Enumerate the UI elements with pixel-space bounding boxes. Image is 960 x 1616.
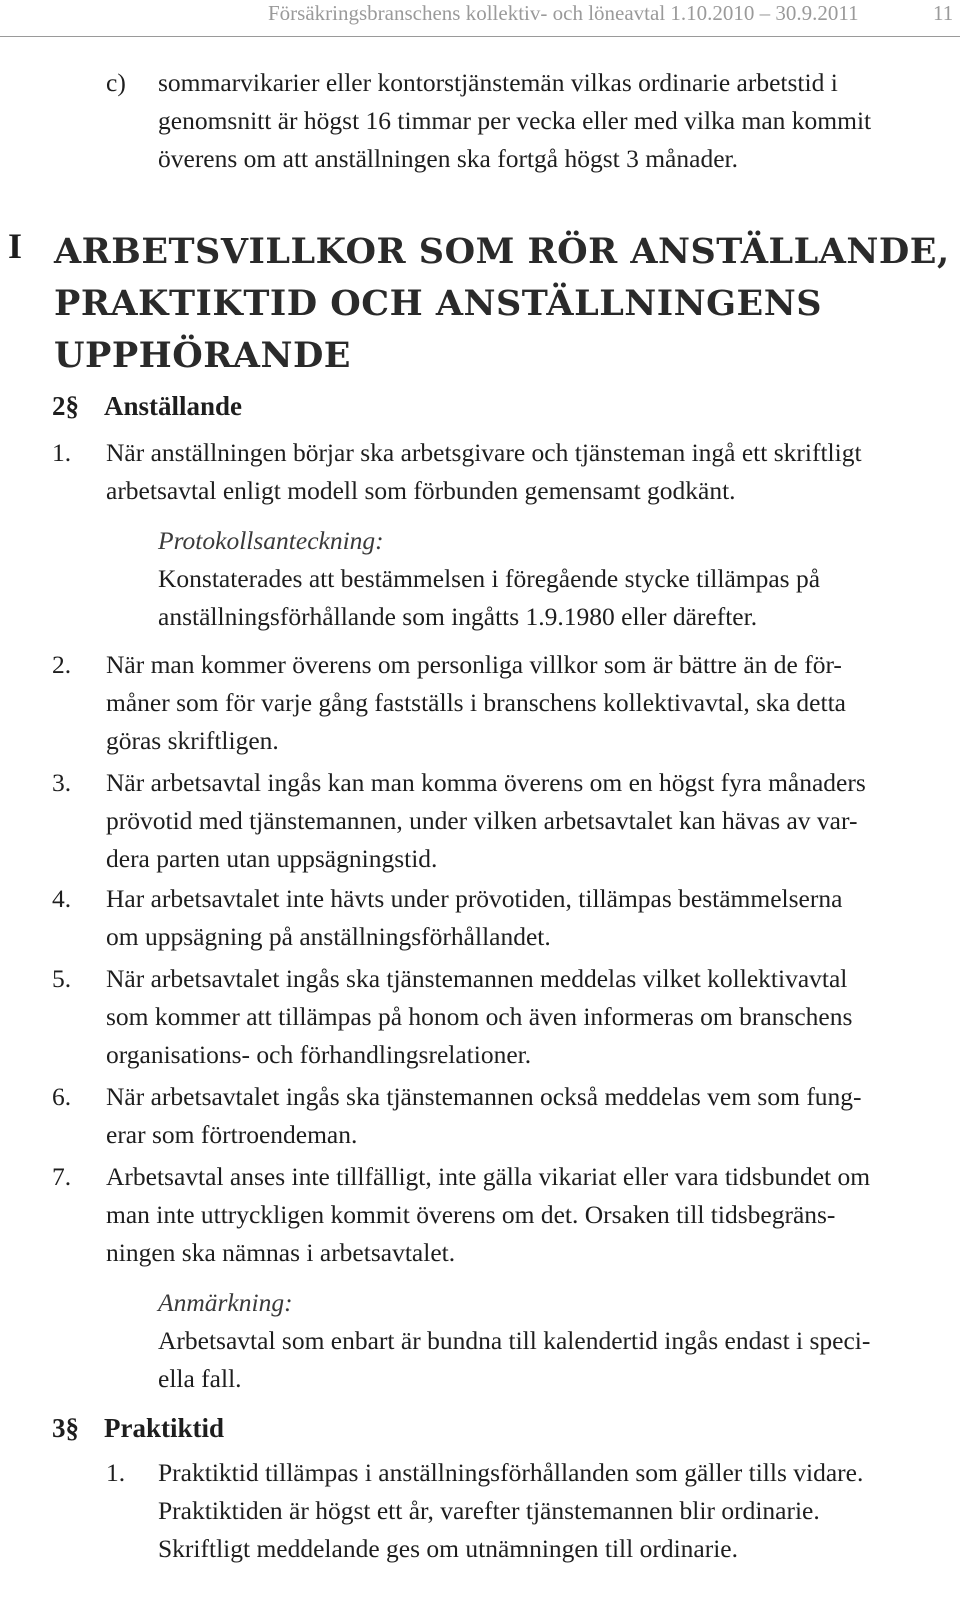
header-title: Försäkringsbranschens kollektiv- och löneavtal 1.10.2010 – 30.9.2011 [268, 1, 859, 25]
chapter-number: I [8, 226, 23, 266]
page-number: 11 [933, 1, 954, 25]
list-marker: c) [106, 68, 126, 97]
list-marker: 5. [52, 964, 72, 993]
text-line: måner som för varje gång fastställs i branschens kollektivavtal, ska detta [106, 688, 846, 717]
note-label: Anmärkning: [158, 1288, 293, 1317]
list-item [106, 960, 852, 1074]
protocol-note [158, 522, 820, 636]
text-line: När arbetsavtal ingås kan man komma överens om en högst fyra månaders [106, 768, 866, 797]
list-item [106, 1158, 870, 1272]
chapter-heading-line: UPPHÖRANDE [54, 335, 351, 376]
list-item [106, 646, 846, 760]
list-item-c [158, 64, 871, 178]
section-number: 3§ [52, 1413, 79, 1443]
text-line: anställningsförhållande som ingåtts 1.9.1980 eller därefter. [158, 602, 758, 631]
list-item [106, 764, 866, 878]
text-line: man inte uttryckligen kommit överens om det. Orsaken till tidsbegräns- [106, 1200, 836, 1229]
text-line: erar som förtroendeman. [106, 1120, 358, 1149]
remark-note [158, 1284, 870, 1398]
section-title: Anställande [104, 391, 243, 421]
text-line: Praktiktiden är högst ett år, varefter tjänstemannen blir ordinarie. [158, 1496, 820, 1525]
text-line: ella fall. [158, 1364, 242, 1393]
list-item [106, 1078, 862, 1154]
page-header [0, 0, 960, 37]
list-marker: 4. [52, 884, 72, 913]
list-item [106, 434, 862, 510]
text-line: som kommer att tillämpas på honom och även informeras om branschens [106, 1002, 853, 1031]
text-line: Praktiktid tillämpas i anställningsförhållanden som gäller tills vidare. [158, 1458, 864, 1487]
chapter-heading-line: ARBETSVILLKOR SOM RÖR ANSTÄLLANDE, [54, 231, 950, 272]
list-marker: 7. [52, 1162, 72, 1191]
section-title: Praktiktid [104, 1413, 225, 1443]
section-heading [52, 1408, 452, 1448]
list-marker: 2. [52, 650, 72, 679]
text-line: genomsnitt är högst 16 timmar per vecka eller med vilka man kommit [158, 106, 872, 135]
list-item [106, 880, 842, 956]
text-line: överens om att anställningen ska fortgå högst 3 månader. [158, 144, 738, 173]
note-label: Protokollsanteckning: [158, 526, 384, 555]
list-marker: 1. [106, 1458, 126, 1487]
chapter-heading [54, 226, 950, 382]
list-marker: 6. [52, 1082, 72, 1111]
text-line: Har arbetsavtalet inte hävts under prövotiden, tillämpas bestämmelserna [106, 884, 843, 913]
text-line: När man kommer överens om personliga villkor som är bättre än de för- [106, 650, 842, 679]
text-line: Skriftligt meddelande ges om utnämningen till ordinarie. [158, 1534, 739, 1563]
section-heading [52, 386, 452, 426]
text-line: ningen ska nämnas i arbetsavtalet. [106, 1238, 456, 1267]
text-line: När arbetsavtalet ingås ska tjänstemannen också meddelas vem som fung- [106, 1082, 862, 1111]
text-line: göras skriftligen. [106, 726, 279, 755]
text-line: Konstaterades att bestämmelsen i föregående stycke tillämpas på [158, 564, 821, 593]
chapter-heading-line: PRAKTIKTID OCH ANSTÄLLNINGENS [54, 283, 822, 324]
text-line: prövotid med tjänstemannen, under vilken arbetsavtalet kan hävas av var- [106, 806, 858, 835]
section-number: 2§ [52, 391, 79, 421]
list-marker: 3. [52, 768, 72, 797]
text-line: Arbetsavtal som enbart är bundna till kalendertid ingås endast i speci- [158, 1326, 871, 1355]
text-line: När anställningen börjar ska arbetsgivare och tjänsteman ingå ett skriftligt [106, 438, 862, 467]
list-item [158, 1454, 863, 1568]
text-line: Arbetsavtal anses inte tillfälligt, inte gälla vikariat eller vara tidsbundet om [106, 1162, 871, 1191]
list-marker: 1. [52, 438, 72, 467]
text-line: om uppsägning på anställningsförhållandet. [106, 922, 551, 951]
text-line: När arbetsavtalet ingås ska tjänstemannen meddelas vilket kollektivavtal [106, 964, 848, 993]
text-line: organisations- och förhandlingsrelationer. [106, 1040, 532, 1069]
text-line: arbetsavtal enligt modell som förbunden gemensamt godkänt. [106, 476, 736, 505]
text-line: sommarvikarier eller kontorstjänstemän vilkas ordinarie arbetstid i [158, 68, 838, 97]
text-line: dera parten utan uppsägningstid. [106, 844, 438, 873]
